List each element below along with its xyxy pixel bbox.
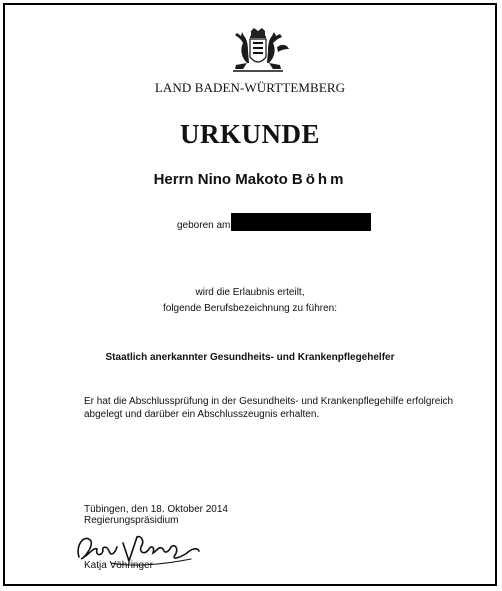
professional-title: Staatlich anerkannter Gesundheits- und Krankenpflegehelfer: [105, 352, 395, 363]
grant-text-line-1: wird die Erlaubnis erteilt,: [195, 287, 305, 298]
recipient-surname: Böhm: [291, 171, 347, 188]
redacted-birth-date: [231, 213, 371, 231]
exam-statement: Er hat die Abschlussprüfung in der Gesundheits- und Krankenpflegehilfe erfolgreich abgelegt und darüber ein Abschlusszeugnis erhalten.: [84, 396, 454, 420]
place-and-date: Tübingen, den 18. Oktober 2014: [84, 504, 228, 515]
issuing-state: LAND BADEN-WÜRTTEMBERG: [154, 80, 346, 95]
certificate-document: [3, 3, 497, 586]
recipient-salutation: Herrn: [153, 171, 194, 188]
recipient-name: [5, 171, 495, 188]
signer-name: Katja Vöhringer: [84, 560, 153, 571]
grant-text-line-2: folgende Berufsbezeichnung zu führen:: [162, 303, 337, 314]
coat-of-arms-icon: [223, 27, 293, 75]
document-title: URKUNDE: [179, 119, 320, 149]
birth-date-label: geboren am: [177, 220, 231, 231]
recipient-given-names: Nino Makoto: [197, 171, 288, 188]
issuing-authority: Regierungspräsidium: [84, 515, 179, 526]
